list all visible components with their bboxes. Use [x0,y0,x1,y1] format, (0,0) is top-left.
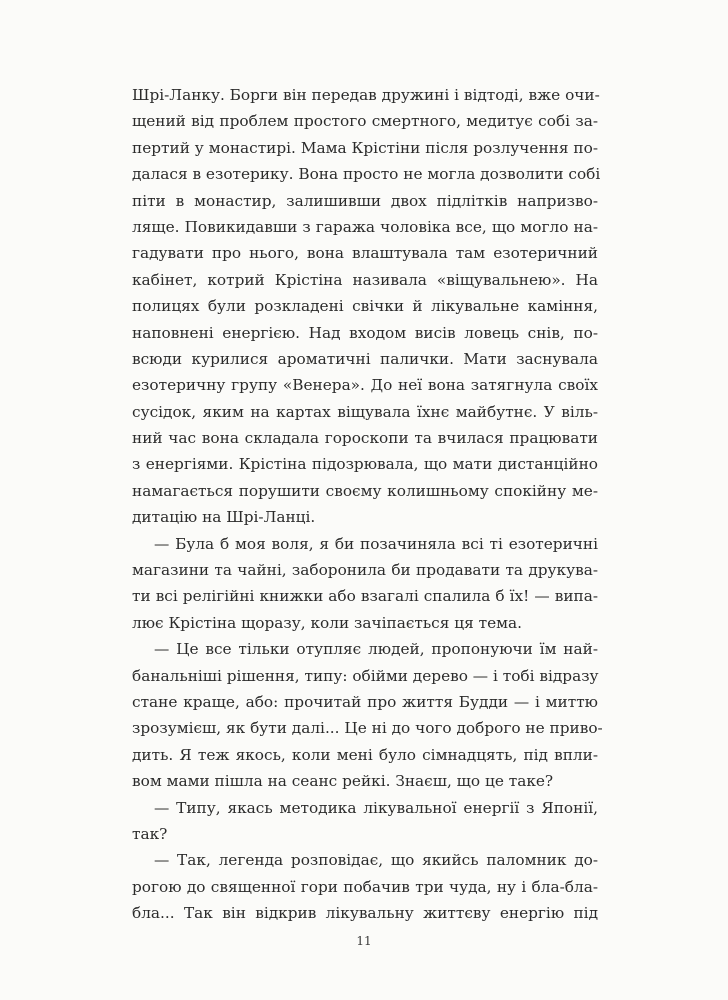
text-line: банальніші рішення, типу: обійми дерево — і тобі відразу [132,666,599,685]
body-text [132,82,603,927]
text-line: дитацію на Шрі-Ланці. [132,508,316,527]
text-line: всюди курилися ароматичні палички. Мати заснувала [132,349,598,368]
text-line: полицях були розкладені свічки й лікувальне каміння, [132,297,598,316]
text-line: дить. Я теж якось, коли мені було сімнадцять, під впли- [132,745,598,764]
text-line: з енергіями. Крістіна підозрювала, що мати дистанційно [132,455,598,474]
text-line: езотеричну групу «Венера». До неї вона затягнула своїх [132,376,598,395]
text-line: пертий у монастирі. Мама Крістіни після розлучення по- [132,138,598,157]
text-line: щений від проблем простого смертного, медитує собі за- [132,112,598,131]
text-line: наповнені енергією. Над входом висів ловець снів, по- [132,323,598,342]
text-line: зрозумієш, як бути далі... Це ні до чого доброго не приво- [132,719,603,738]
text-line: рогою до священної гори побачив три чуда, ну і бла-бла- [132,877,598,896]
dialogue-line: — Це все тільки отупляє людей, пропонуючи їм най- [154,640,598,659]
text-line: намагається порушити своєму колишньому спокійну ме- [132,481,598,500]
text-line: сусідок, яким на картах віщувала їхнє майбутнє. У віль- [132,402,598,421]
text-line: кабінет, котрий Крістіна називала «віщувальнею». На [132,270,598,289]
text-line: бла... Так він відкрив лікувальну життєву енергію під [132,904,598,923]
text-line: далася в езотерику. Вона просто не могла дозволити собі [132,165,601,184]
text-line: Шрі-Ланку. Борги він передав дружині і відтоді, вже очи- [132,86,600,104]
page-number: 11 [356,934,372,948]
text-line: ти всі релігійні книжки або взагалі спалила б їх! — випа- [132,587,598,606]
text-line: стане краще, або: прочитай про життя Будди — і миттю [132,692,598,711]
text-line: ний час вона складала гороскопи та вчилася працювати [132,429,598,448]
text-line: лює Крістіна щоразу, коли зачіпається ця тема. [132,613,523,632]
text-line: вом мами пішла на сеанс рейкі. Знаєш, що це таке? [132,772,554,791]
dialogue-line: — Була б моя воля, я би позачиняла всі ті езотеричні [154,534,598,553]
text-line: магазини та чайні, заборонила би продавати та друкува- [132,561,598,580]
dialogue-line: — Типу, якась методика лікувальної енергії з Японії, [154,798,598,817]
text-line: піти в монастир, залишивши двох підлітків напризво- [132,191,598,210]
text-line: лящe. Повикидавши з гаража чоловіка все, що могло на- [132,217,598,236]
dialogue-line: — Так, легенда розповідає, що якийсь паломник до- [154,851,598,870]
text-line: так? [132,824,168,843]
text-line: гадувати про нього, вона влаштувала там езотеричний [132,244,598,263]
